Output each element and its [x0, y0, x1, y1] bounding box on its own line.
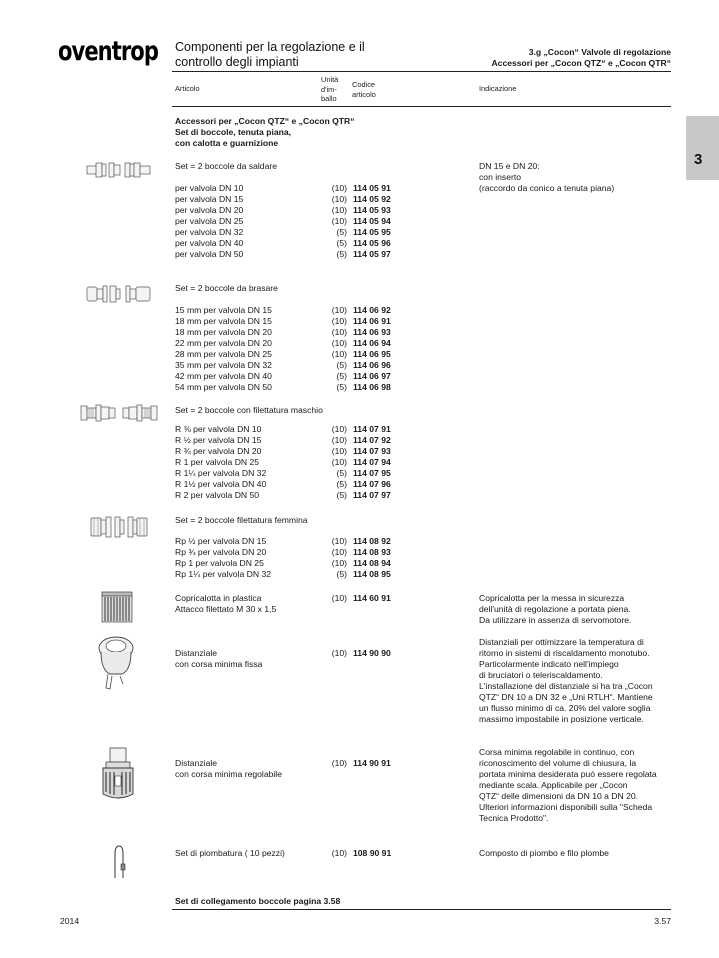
article-code: 114 06 97	[353, 371, 391, 381]
article-code: 114 05 96	[353, 238, 391, 248]
article-desc: R ½ per valvola DN 15	[175, 435, 262, 445]
article-pack: (10)	[331, 435, 347, 445]
article-desc: R 1½ per valvola DN 40	[175, 479, 267, 489]
article-code: 114 07 93	[353, 446, 391, 456]
tailpiece-set-reference-link[interactable]: Set di collegamento boccole pagina 3.58	[175, 896, 341, 906]
article-pack: (5)	[336, 569, 347, 579]
note-line: portata minima desiderata può essere regolata	[479, 769, 657, 779]
article-code: 114 06 96	[353, 360, 391, 370]
article-code: 114 07 92	[353, 435, 391, 445]
note-spacer-adjustable	[479, 747, 657, 824]
col-codice-line: articolo	[352, 89, 376, 99]
note-line: Ulteriori informazioni disponibili sulla "Scheda	[479, 802, 653, 812]
oventrop-logo: oventrop	[58, 36, 158, 67]
article-code: 114 06 98	[353, 382, 391, 392]
note-line: Da utilizzare in assenza di servomotore.	[479, 615, 632, 625]
article-code: 114 06 94	[353, 338, 391, 348]
note-spacer-fixed	[479, 637, 653, 725]
article-pack: (5)	[336, 479, 347, 489]
intro-heading	[175, 116, 355, 149]
article-pack: (10)	[331, 349, 347, 359]
article-code: 114 07 97	[353, 490, 391, 500]
article-desc: per valvola DN 32	[175, 227, 244, 237]
item-desc-2: con corsa minima regolabile	[175, 769, 282, 779]
article-desc: 18 mm per valvola DN 15	[175, 316, 272, 326]
article-desc: per valvola DN 10	[175, 183, 244, 193]
note-line: con inserto	[479, 172, 522, 182]
article-code: 114 07 95	[353, 468, 391, 478]
section-line-2: Accessori per „Cocon QTZ“ e „Cocon QTR“	[491, 58, 671, 68]
seal-set-image	[110, 844, 126, 880]
article-pack: (10)	[331, 183, 347, 193]
article-code: 114 06 95	[353, 349, 391, 359]
note-line: (raccordo da conico a tenuta piana)	[479, 183, 615, 193]
chapter-tab-number: 3	[694, 151, 703, 168]
item-pack: (10)	[331, 758, 347, 768]
note-line: Distanziali per ottimizzare la temperatura di	[479, 637, 644, 647]
article-code: 114 06 92	[353, 305, 391, 315]
note-line: QTZ“ DN 10 a DN 32 e „Uni RTLH“. Mantiene	[479, 692, 653, 702]
article-pack: (10)	[331, 338, 347, 348]
group-heading-male: Set = 2 boccole con filettatura maschio	[175, 405, 323, 415]
chapter-tab	[686, 116, 719, 180]
adjustable-spacer-image	[100, 746, 136, 804]
article-pack: (5)	[336, 382, 347, 392]
article-code: 114 05 93	[353, 205, 391, 215]
item-desc: Distanziale	[175, 758, 218, 768]
article-code: 114 05 97	[353, 249, 391, 259]
article-pack: (5)	[336, 249, 347, 259]
article-code: 114 06 93	[353, 327, 391, 337]
page-number: 3.57	[654, 916, 671, 926]
article-pack: (10)	[331, 558, 347, 568]
article-pack: (5)	[336, 468, 347, 478]
article-code: 114 08 94	[353, 558, 391, 568]
group-heading-braze: Set = 2 boccole da brasare	[175, 283, 278, 293]
item-code: 108 90 91	[353, 848, 392, 858]
article-pack: (10)	[331, 457, 347, 467]
col-unita-line: ballo	[321, 94, 337, 103]
page-title	[175, 40, 365, 70]
item-pack: (10)	[331, 848, 347, 858]
fixed-spacer-image	[96, 634, 136, 692]
article-desc: 28 mm per valvola DN 25	[175, 349, 272, 359]
note-line: Composto di piombo e filo plombe	[479, 848, 609, 858]
section-heading	[491, 47, 671, 69]
note-line: Corsa minima regolabile in continuo, con	[479, 747, 635, 757]
article-pack: (10)	[331, 205, 347, 215]
article-code: 114 08 93	[353, 547, 391, 557]
article-desc: Rp 1 per valvola DN 25	[175, 558, 264, 568]
article-code: 114 05 95	[353, 227, 391, 237]
item-desc-2: Attacco filettato M 30 x 1,5	[175, 604, 277, 614]
article-pack: (5)	[336, 490, 347, 500]
item-pack: (10)	[331, 593, 347, 603]
article-pack: (10)	[331, 536, 347, 546]
article-desc: per valvola DN 15	[175, 194, 244, 204]
section-line-1: 3.g „Cocon“ Valvole di regolazione	[528, 47, 671, 57]
col-codice	[352, 80, 376, 99]
article-code: 114 07 96	[353, 479, 391, 489]
note-line: DN 15 e DN 20:	[479, 161, 540, 171]
article-code: 114 07 91	[353, 424, 391, 434]
article-desc: Rp 1¼ per valvola DN 32	[175, 569, 272, 579]
article-code: 114 06 91	[353, 316, 391, 326]
item-code: 114 90 90	[353, 648, 391, 658]
col-articolo: Articolo	[175, 84, 200, 93]
article-pack: (10)	[331, 305, 347, 315]
article-pack: (10)	[331, 316, 347, 326]
female-thread-tailpiece-image	[90, 515, 148, 539]
article-desc: R ⅜ per valvola DN 10	[175, 424, 262, 434]
article-pack: (10)	[331, 547, 347, 557]
article-desc: per valvola DN 40	[175, 238, 244, 248]
article-pack: (5)	[336, 238, 347, 248]
article-desc: R ¾ per valvola DN 20	[175, 446, 262, 456]
solder-tailpiece-image	[86, 160, 152, 180]
article-desc: R 2 per valvola DN 50	[175, 490, 260, 500]
item-desc: Distanziale	[175, 648, 218, 658]
article-code: 114 07 94	[353, 457, 391, 467]
item-pack: (10)	[331, 648, 347, 658]
group-heading-solder: Set = 2 boccole da saldare	[175, 161, 278, 171]
note-line: Copricalotta per la messa in sicurezza	[479, 593, 625, 603]
article-desc: R 1¼ per valvola DN 32	[175, 468, 267, 478]
title-line-2: controllo degli impianti	[175, 55, 299, 69]
article-code: 114 05 94	[353, 216, 391, 226]
header-rule	[172, 71, 671, 72]
note-solder	[479, 161, 614, 194]
col-codice-line: Codice	[352, 80, 376, 89]
note-line: mediante scala. Applicabile per „Cocon	[479, 780, 628, 790]
braze-tailpiece-image	[86, 283, 152, 305]
article-desc: 42 mm per valvola DN 40	[175, 371, 272, 381]
note-line: un flusso minimo di ca. 20% del valore soglia	[479, 703, 651, 713]
col-unita-line: d'im-	[321, 84, 337, 94]
article-desc: R 1 per valvola DN 25	[175, 457, 260, 467]
group-heading-female: Set = 2 boccole filettatura femmina	[175, 515, 308, 525]
note-line: dell'unità di regolazione a portata piena.	[479, 604, 631, 614]
column-header-rule	[172, 106, 671, 107]
article-desc: 54 mm per valvola DN 50	[175, 382, 272, 392]
title-line-1: Componenti per la regolazione e il	[175, 40, 365, 54]
article-pack: (5)	[336, 371, 347, 381]
note-line: massimo impostabile in posizione verticale.	[479, 714, 644, 724]
article-desc: 35 mm per valvola DN 32	[175, 360, 272, 370]
item-code: 114 90 91	[353, 758, 391, 768]
note-line: Particolarmente indicato nell'impiego	[479, 659, 619, 669]
item-desc-2: con corsa minima fissa	[175, 659, 263, 669]
bottom-rule	[172, 909, 671, 910]
note-line: ritorno in sistemi di riscaldamento monotubo.	[479, 648, 650, 658]
article-pack: (5)	[336, 227, 347, 237]
article-code: 114 05 91	[353, 183, 391, 193]
article-desc: per valvola DN 25	[175, 216, 244, 226]
protective-cap-image	[100, 590, 134, 624]
male-thread-tailpiece-image	[80, 402, 158, 424]
col-unita-line: Unità	[321, 75, 339, 84]
article-code: 114 05 92	[353, 194, 391, 204]
col-indicazione: Indicazione	[479, 84, 517, 93]
article-pack: (10)	[331, 216, 347, 226]
article-desc: Rp ½ per valvola DN 15	[175, 536, 267, 546]
note-line: riconoscimento del volume di chiusura, la	[479, 758, 637, 768]
article-desc: 18 mm per valvola DN 20	[175, 327, 272, 337]
note-seal-set	[479, 848, 609, 859]
article-code: 114 08 92	[353, 536, 391, 546]
intro-line: Set di boccole, tenuta piana,	[175, 127, 292, 137]
article-desc: per valvola DN 50	[175, 249, 244, 259]
item-code: 114 60 91	[353, 593, 391, 603]
note-line: QTZ“ delle dimensioni da DN 10 a DN 20.	[479, 791, 639, 801]
intro-line: con calotta e guarnizione	[175, 138, 279, 148]
article-pack: (5)	[336, 360, 347, 370]
article-desc: 22 mm per valvola DN 20	[175, 338, 272, 348]
item-desc: Copricalotta in plastica	[175, 593, 262, 603]
article-pack: (10)	[331, 194, 347, 204]
item-desc: Set di piombatura ( 10 pezzi)	[175, 848, 285, 858]
article-desc: Rp ¾ per valvola DN 20	[175, 547, 267, 557]
article-desc: per valvola DN 20	[175, 205, 244, 215]
article-pack: (10)	[331, 327, 347, 337]
article-pack: (10)	[331, 424, 347, 434]
article-pack: (10)	[331, 446, 347, 456]
note-cap	[479, 593, 631, 626]
note-line: Tecnica Prodotto".	[479, 813, 549, 823]
article-code: 114 08 95	[353, 569, 391, 579]
intro-line: Accessori per „Cocon QTZ“ e „Cocon QTR“	[175, 116, 355, 126]
note-line: di bruciatori o teleriscaldamento.	[479, 670, 603, 680]
article-desc: 15 mm per valvola DN 15	[175, 305, 272, 315]
note-line: L'installazione del distanziale si ha tra „Cocon	[479, 681, 653, 691]
col-unita	[321, 75, 338, 104]
footer-year: 2014	[60, 916, 80, 926]
